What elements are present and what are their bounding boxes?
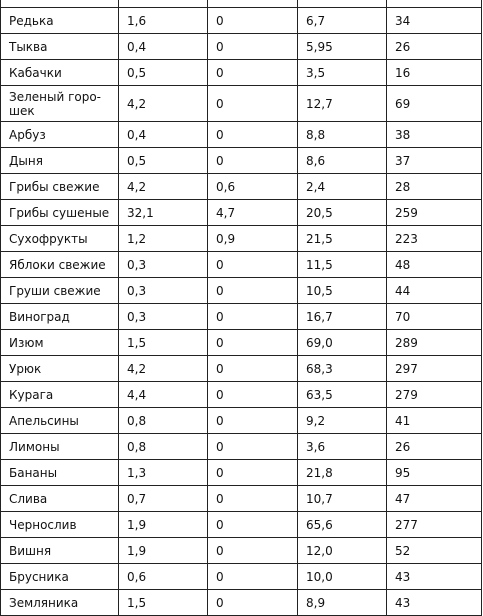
cell-value-4: 70 — [387, 304, 482, 330]
table-row — [1, 8, 482, 34]
cell-value-2: 0 — [208, 304, 298, 330]
cell-value-1: 0,4 — [119, 34, 208, 60]
cell-value-3: 21,5 — [298, 226, 387, 252]
cell-value-4: 48 — [387, 252, 482, 278]
cell-value-1: 4,2 — [119, 174, 208, 200]
cell-value-1: 0,8 — [119, 408, 208, 434]
table-row — [1, 174, 482, 200]
cell-value-3: 12,7 — [298, 86, 387, 122]
cell-value-2: 0 — [208, 8, 298, 34]
cell-value-4: 26 — [387, 34, 482, 60]
cell-value-1: 1,5 — [119, 330, 208, 356]
cell-value-2: 0 — [208, 148, 298, 174]
table-row — [1, 408, 482, 434]
cell-value-3: 21,8 — [298, 460, 387, 486]
cell-product: Изюм — [1, 330, 119, 356]
cell-value-1: 1,3 — [119, 460, 208, 486]
cell-value-3: 10,7 — [298, 486, 387, 512]
cell-product: Слива — [1, 486, 119, 512]
table-row — [1, 122, 482, 148]
cell-value-1: 0,6 — [119, 564, 208, 590]
table-row — [1, 512, 482, 538]
cell-value-3: 8,8 — [298, 122, 387, 148]
table-row — [1, 564, 482, 590]
cell-value-1: 1,9 — [119, 512, 208, 538]
cell-value-4: 223 — [387, 226, 482, 252]
cell-product: Урюк — [1, 356, 119, 382]
cell-value-4: 34 — [387, 8, 482, 34]
cell-value-2: 0 — [208, 564, 298, 590]
cell-value-1: 0,4 — [119, 122, 208, 148]
table-row — [1, 252, 482, 278]
cell-product: Бананы — [1, 460, 119, 486]
cell-value-3: 63,5 — [298, 382, 387, 408]
cell-product: Брусника — [1, 564, 119, 590]
cell-value-1: 0,5 — [119, 60, 208, 86]
cell-value-3: 8,6 — [298, 148, 387, 174]
cell-product: Лимоны — [1, 434, 119, 460]
cell-product: Зеленый горо- шек — [1, 86, 119, 122]
cell-value-1: 32,1 — [119, 200, 208, 226]
cell-value-2: 0 — [208, 408, 298, 434]
cell-product: Груши свежие — [1, 278, 119, 304]
cell-value-1: 1,5 — [119, 590, 208, 616]
cell-value-1: 0,5 — [119, 148, 208, 174]
cell-product: Грибы сушеные — [1, 200, 119, 226]
table-row — [1, 538, 482, 564]
cell-value-1: 0,3 — [119, 278, 208, 304]
table-row — [1, 330, 482, 356]
cell-value-4: 95 — [387, 460, 482, 486]
cell-value-4: 47 — [387, 486, 482, 512]
cell-product: Грибы свежие — [1, 174, 119, 200]
cell-value-2: 0 — [208, 86, 298, 122]
cell-value-2: 4,7 — [208, 200, 298, 226]
cell-value-4: 44 — [387, 278, 482, 304]
cell-value-4: 28 — [387, 174, 482, 200]
cell-value-4: 297 — [387, 356, 482, 382]
cell-value-3: 65,6 — [298, 512, 387, 538]
table-row — [1, 148, 482, 174]
cell-value-1: 1,9 — [119, 538, 208, 564]
cell-value-3: 20,5 — [298, 200, 387, 226]
cell-product: Редька — [1, 8, 119, 34]
cell-product: Арбуз — [1, 122, 119, 148]
cell-value-2: 0 — [208, 34, 298, 60]
cell-value-4: 259 — [387, 200, 482, 226]
cell-value-2: 0 — [208, 590, 298, 616]
cell-value-3: 10,0 — [298, 564, 387, 590]
cell-value-3: 68,3 — [298, 356, 387, 382]
cell-value-3: 69,0 — [298, 330, 387, 356]
cell-value-2: 0 — [208, 122, 298, 148]
cell-product: Яблоки свежие — [1, 252, 119, 278]
cell-value-4: 26 — [387, 434, 482, 460]
table-row — [1, 60, 482, 86]
cell-value-1: 4,4 — [119, 382, 208, 408]
table-row — [1, 304, 482, 330]
cell-value-4: 41 — [387, 408, 482, 434]
cell-value-1 — [119, 0, 208, 8]
cell-value-2: 0 — [208, 512, 298, 538]
cell-product: Вишня — [1, 538, 119, 564]
cell-value-1: 0,8 — [119, 434, 208, 460]
cell-value-4: 279 — [387, 382, 482, 408]
cell-value-4: 43 — [387, 590, 482, 616]
cell-value-2: 0 — [208, 382, 298, 408]
cell-value-1: 4,2 — [119, 356, 208, 382]
table-row — [1, 356, 482, 382]
cell-product: Курага — [1, 382, 119, 408]
table-row — [1, 226, 482, 252]
cell-value-1: 0,3 — [119, 252, 208, 278]
cell-value-3: 9,2 — [298, 408, 387, 434]
cell-value-3: 11,5 — [298, 252, 387, 278]
table-row — [1, 460, 482, 486]
cell-value-1: 1,2 — [119, 226, 208, 252]
cell-product: Тыква — [1, 34, 119, 60]
cell-value-2: 0,6 — [208, 174, 298, 200]
cell-value-2 — [208, 0, 298, 8]
cell-value-4: 37 — [387, 148, 482, 174]
cell-product: Кабачки — [1, 60, 119, 86]
cell-value-1: 4,2 — [119, 86, 208, 122]
cell-product: Апельсины — [1, 408, 119, 434]
table-row — [1, 590, 482, 616]
cell-value-3: 6,7 — [298, 8, 387, 34]
cell-value-3: 16,7 — [298, 304, 387, 330]
cell-value-4: 69 — [387, 86, 482, 122]
cell-value-2: 0 — [208, 434, 298, 460]
table-row — [1, 382, 482, 408]
cell-value-3: 12,0 — [298, 538, 387, 564]
cell-value-4: 52 — [387, 538, 482, 564]
cell-value-3: 2,4 — [298, 174, 387, 200]
cell-value-4: 277 — [387, 512, 482, 538]
cell-value-3: 3,5 — [298, 60, 387, 86]
cell-value-2: 0,9 — [208, 226, 298, 252]
table-row — [1, 486, 482, 512]
table-row — [1, 86, 482, 122]
cell-product — [1, 0, 119, 8]
cell-value-2: 0 — [208, 278, 298, 304]
cell-value-2: 0 — [208, 60, 298, 86]
table-row — [1, 278, 482, 304]
cell-product: Земляника — [1, 590, 119, 616]
table-body — [1, 0, 482, 616]
cell-value-1: 1,6 — [119, 8, 208, 34]
cell-value-3: 8,9 — [298, 590, 387, 616]
cell-product: Дыня — [1, 148, 119, 174]
cell-product: Сухофрукты — [1, 226, 119, 252]
cell-value-3: 10,5 — [298, 278, 387, 304]
cell-product: Чернослив — [1, 512, 119, 538]
cell-value-2: 0 — [208, 356, 298, 382]
cell-value-3 — [298, 0, 387, 8]
cell-value-4: 289 — [387, 330, 482, 356]
cell-value-4: 16 — [387, 60, 482, 86]
cell-value-4 — [387, 0, 482, 8]
cell-value-2: 0 — [208, 330, 298, 356]
cell-value-2: 0 — [208, 460, 298, 486]
cell-value-2: 0 — [208, 486, 298, 512]
cell-value-4: 38 — [387, 122, 482, 148]
cell-value-4: 43 — [387, 564, 482, 590]
cell-product: Виноград — [1, 304, 119, 330]
table-row — [1, 434, 482, 460]
cell-value-2: 0 — [208, 252, 298, 278]
table-row — [1, 200, 482, 226]
cell-value-2: 0 — [208, 538, 298, 564]
table-row-clipped — [1, 0, 482, 8]
cell-value-1: 0,3 — [119, 304, 208, 330]
cell-value-1: 0,7 — [119, 486, 208, 512]
table-row — [1, 34, 482, 60]
cell-value-3: 5,95 — [298, 34, 387, 60]
cell-value-3: 3,6 — [298, 434, 387, 460]
